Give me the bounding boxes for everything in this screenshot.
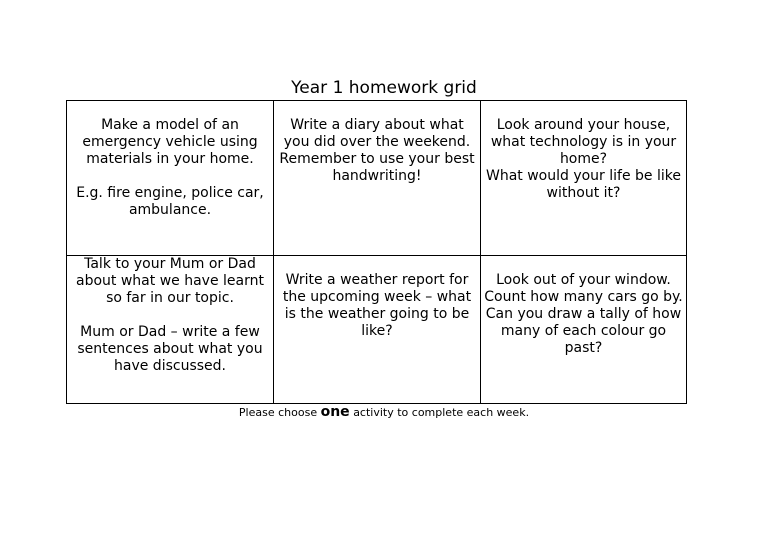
footer-emphasis: one bbox=[320, 404, 350, 420]
cell-text: Write a diary about what you did over the weekend. Remember to use your best handwriting! bbox=[279, 117, 475, 184]
grid-cell-weather-report bbox=[274, 256, 481, 404]
cell-text: E.g. fire engine, police car, ambulance. bbox=[76, 185, 264, 218]
cell-text: Talk to your Mum or Dad about what we have learnt so far in our topic. bbox=[76, 256, 264, 306]
cell-text: Make a model of an emergency vehicle using materials in your home. bbox=[82, 117, 258, 167]
cell-text: Mum or Dad – write a few sentences about what you have discussed. bbox=[77, 324, 263, 374]
footer-text-before: Please choose bbox=[238, 406, 318, 419]
cell-text: Look around your house, what technology is in your home? bbox=[490, 117, 677, 167]
page-title: Year 1 homework grid bbox=[291, 78, 477, 98]
grid-row bbox=[67, 101, 687, 256]
cell-text: Write a weather report for the upcoming week – what is the weather going to be like? bbox=[282, 272, 472, 339]
cell-text: What would your life be like without it? bbox=[485, 168, 681, 201]
grid-row bbox=[67, 256, 687, 404]
grid-cell-model-vehicle bbox=[67, 101, 274, 256]
grid-cell-technology bbox=[481, 101, 687, 256]
grid-cell-diary bbox=[274, 101, 481, 256]
footer-text-after: activity to complete each week. bbox=[353, 406, 530, 419]
grid-cell-count-cars bbox=[481, 256, 687, 404]
cell-text: Look out of your window. Count how many cars go by. Can you draw a tally of how many of each colour go past? bbox=[484, 272, 683, 356]
homework-grid bbox=[66, 100, 687, 404]
grid-cell-talk-parents bbox=[67, 256, 274, 404]
footer-instruction bbox=[0, 403, 768, 422]
